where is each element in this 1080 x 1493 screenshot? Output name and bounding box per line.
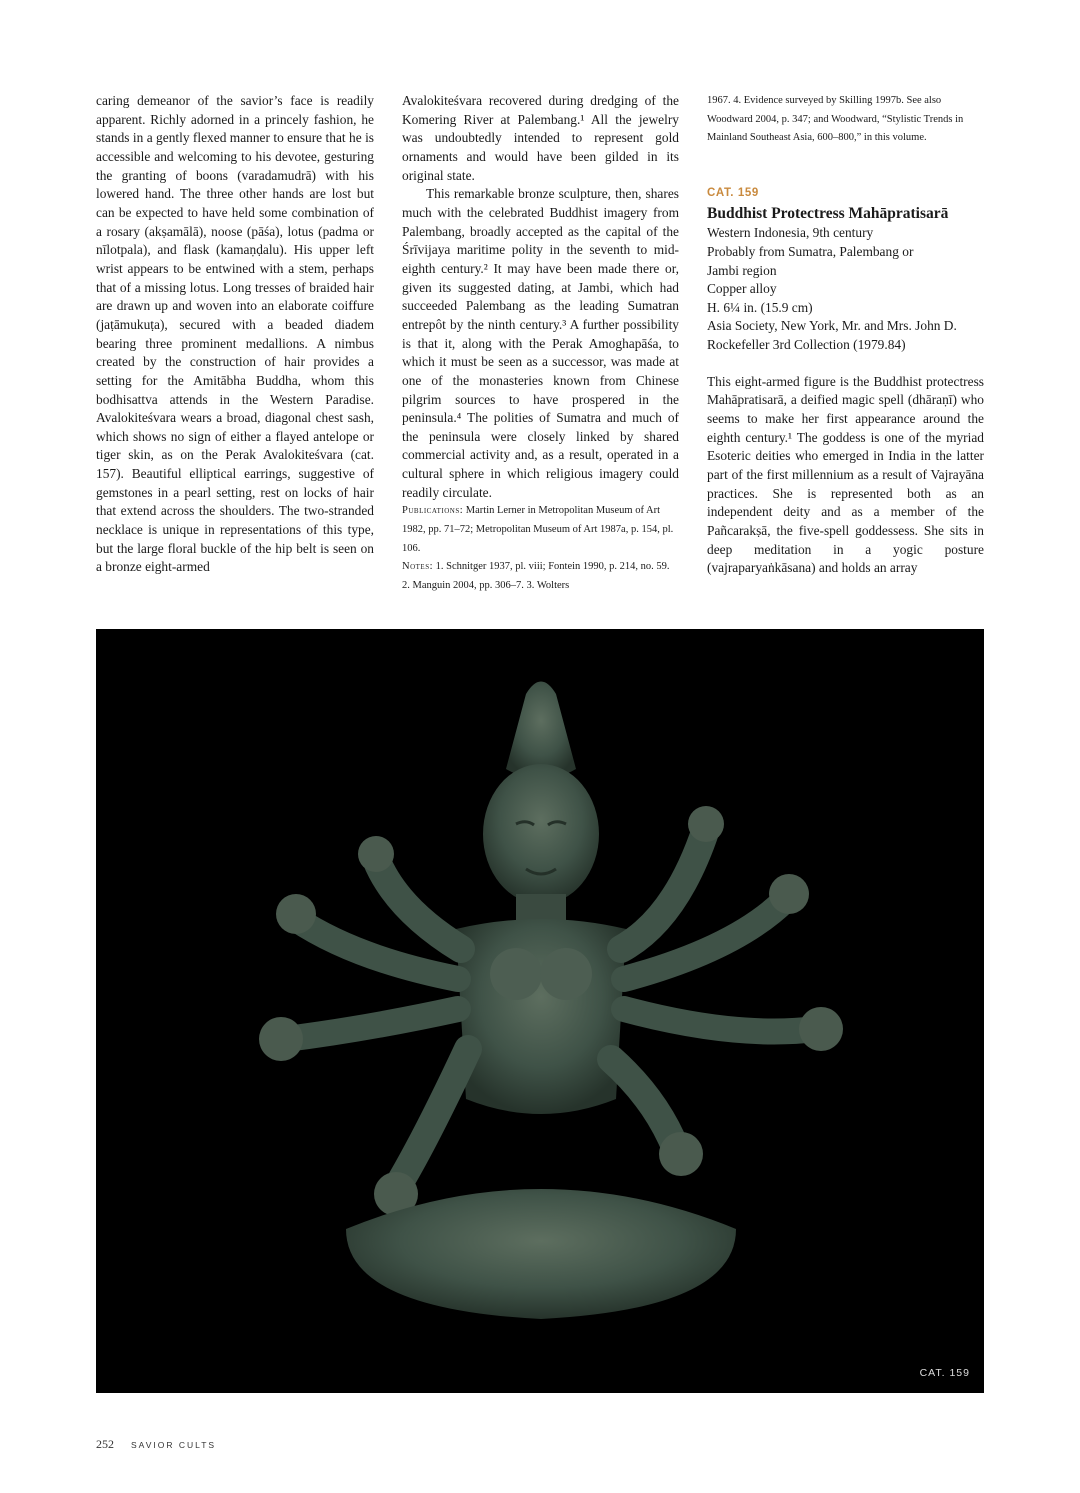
publications-label: Publications:	[402, 505, 464, 517]
notes	[402, 558, 679, 595]
catalogue-number: CAT. 159	[707, 186, 759, 199]
text-column-3	[707, 92, 984, 578]
body-paragraph: This eight-armed figure is the Buddhist protectress Mahāpratisarā, a deified magic spell (dhāraṇī) who seems to make her first appearance around the eighth century.¹ The goddess is one of the myriad Esoteric deities who emerged in India in the latter part of the first millennium as a result of Vajrayāna practices. She is represented both as an independent deity and as a member of the Pañcarakṣā, the five-spell goddessess. She sits in deep meditation in a yogic posture (vajraparyaṅkāsana) and holds an array	[707, 373, 984, 576]
notes-text: 1. Schnitger 1937, pl. viii; Fontein 1990, p. 214, no. 59. 2. Manguin 2004, pp. 306–7. 3. Wolters	[402, 561, 670, 591]
figure-caption: CAT. 159	[919, 1367, 970, 1379]
notes-continued: 1967. 4. Evidence surveyed by Skilling 1997b. See also Woodward 2004, p. 347; and Woodward, “Stylistic Trends in Mainland Southeast Asia, 600–800,” in this volume.	[707, 95, 964, 144]
publications-text: Martin Lerner in Metropolitan Museum of Art 1982, pp. 71–72; Metropolitan Museum of Art 1987a, p. 154, pl. 106.	[402, 505, 674, 554]
meta-line: Probably from Sumatra, Palembang or	[707, 244, 914, 260]
text-column-1	[96, 92, 374, 577]
page-number: 252	[96, 1437, 114, 1451]
text-column-2	[402, 92, 679, 595]
notes-label: Notes:	[402, 561, 433, 573]
sculpture-illustration	[96, 629, 984, 1393]
meta-line: Rockefeller 3rd Collection (1979.84)	[707, 337, 906, 352]
catalogue-title: Buddhist Protectress Mahāpratisarā	[707, 205, 949, 223]
body-paragraph: This remarkable bronze sculpture, then, shares much with the celebrated Buddhist imagery from Palembang, broadly accepted as the capital of the Śrīvijaya maritime polity in the seventh to mid-eighth century.² It may have been made there or, given its suggested dating, at Jambi, which had succeeded Palembang as the leading Sumatran entrepôt by the ninth century.³ A further possibility is that it, along with the Perak Amoghapāśa, to which it must be seen as a successor, was made at one of the monasteries known from Chinese pilgrim sources to have prospered in the peninsula.⁴ The polities of Sumatra and much of the peninsula were closely linked by shared commercial activity and, as a result, operated in a cultural sphere in which religious imagery could readily circulate.	[402, 186, 679, 500]
meta-line: Asia Society, New York, Mr. and Mrs. John D.	[707, 318, 957, 334]
meta-line: H. 6¼ in. (15.9 cm)	[707, 299, 813, 315]
sculpture-photograph	[96, 629, 984, 1393]
catalogue-metadata	[707, 224, 984, 354]
meta-line: Western Indonesia, 9th century	[707, 225, 874, 241]
meta-line: Copper alloy	[707, 281, 777, 297]
meta-line: Jambi region	[707, 262, 777, 278]
body-paragraph: caring demeanor of the savior’s face is readily apparent. Richly adorned in a princely fashion, he stands in a gently flexed manner to ensure that he is accessible and welcoming to his devotee, gesturing the granting of boons (varadamudrā) with his lowered hand. The three other hands are lost but can be expected to have held some combination of a rosary (akṣamālā), noose (pāśa), lotus (padma or nīlotpala), and flask (kamaṇḍalu). His upper left wrist appears to be entwined with a stem, perhaps that of a missing lotus. Long tresses of braided hair are drawn up and woven into an elaborate coiffure (jaṭāmukuṭa), secured with a beaded diadem bearing three prominent medallions. A nimbus created by the construction of hair provides a setting for the Amitābha Buddha, whom this bodhisattva attends in the Western Paradise. Avalokiteśvara wears a broad, diagonal chest sash, which shows no sign of either a flayed antelope or tiger skin, as on the Perak Avalokiteśvara (cat. 157). Beautiful elliptical earrings, suggestive of gemstones in a pearl setting, rest on locks of hair that extend across the shoulders. The two-stranded necklace is unique in representations of this type, but the large floral buckle of the hip belt is seen on a bronze eight-armed	[96, 93, 374, 575]
page-footer	[96, 1437, 216, 1452]
publications	[402, 502, 679, 558]
section-title: SAVIOR CULTS	[131, 1440, 217, 1450]
body-paragraph: Avalokiteśvara recovered during dredging of the Komering River at Palembang.¹ All the jewelry was undoubtedly intended to represent gold ornaments and would have been gilded in its original state.	[402, 93, 679, 183]
